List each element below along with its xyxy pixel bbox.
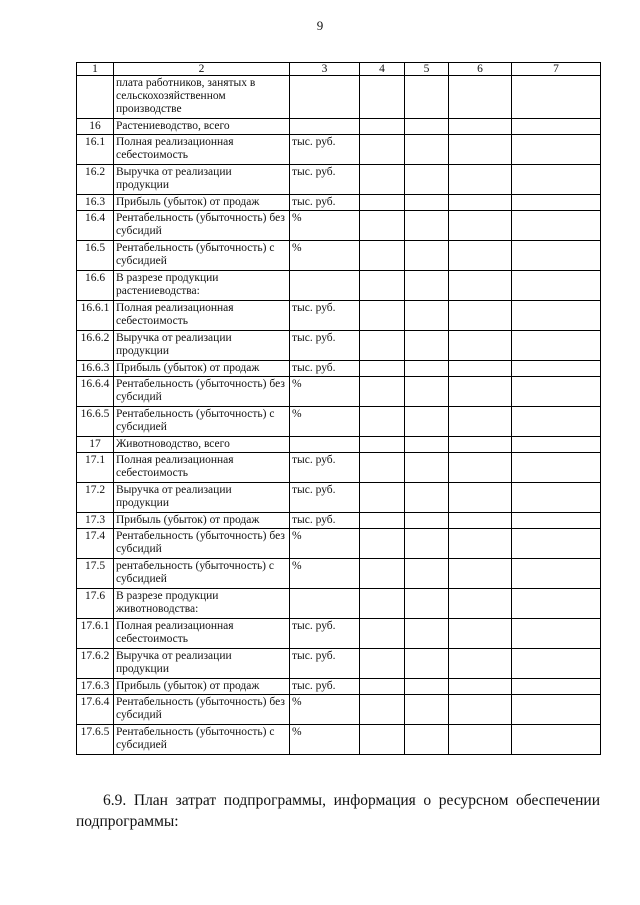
row-name: рентабельность (убыточность) с субсидией — [114, 559, 290, 589]
empty-cell — [449, 559, 512, 589]
row-unit: тыс. руб. — [290, 679, 360, 695]
empty-cell — [360, 241, 405, 271]
empty-cell — [512, 211, 601, 241]
empty-cell — [405, 331, 449, 361]
empty-cell — [405, 437, 449, 453]
row-number: 17.6.1 — [77, 619, 114, 649]
empty-cell — [512, 529, 601, 559]
row-unit — [290, 589, 360, 619]
row-unit — [290, 271, 360, 301]
empty-cell — [449, 407, 512, 437]
empty-cell — [449, 211, 512, 241]
empty-cell — [405, 119, 449, 135]
row-name: Животноводство, всего — [114, 437, 290, 453]
table-row — [77, 453, 601, 483]
row-unit: тыс. руб. — [290, 135, 360, 165]
table-row — [77, 211, 601, 241]
header-cell: 6 — [449, 63, 512, 76]
empty-cell — [449, 649, 512, 679]
row-unit: % — [290, 559, 360, 589]
empty-cell — [449, 76, 512, 119]
row-number — [77, 76, 114, 119]
empty-cell — [512, 241, 601, 271]
table-row — [77, 195, 601, 211]
header-cell: 1 — [77, 63, 114, 76]
empty-cell — [512, 361, 601, 377]
row-name: Рентабельность (убыточность) без субсидий — [114, 211, 290, 241]
empty-cell — [449, 241, 512, 271]
row-name: Рентабельность (убыточность) с субсидией — [114, 725, 290, 755]
header-cell: 3 — [290, 63, 360, 76]
row-unit: % — [290, 377, 360, 407]
row-number: 16.5 — [77, 241, 114, 271]
table-row — [77, 361, 601, 377]
empty-cell — [405, 619, 449, 649]
row-name: Полная реализационная себестоимость — [114, 619, 290, 649]
empty-cell — [449, 361, 512, 377]
empty-cell — [360, 407, 405, 437]
empty-cell — [449, 513, 512, 529]
empty-cell — [512, 76, 601, 119]
empty-cell — [360, 649, 405, 679]
empty-cell — [405, 483, 449, 513]
table-row — [77, 513, 601, 529]
row-name: В разрезе продукции растениеводства: — [114, 271, 290, 301]
table-row — [77, 301, 601, 331]
header-cell: 4 — [360, 63, 405, 76]
empty-cell — [512, 135, 601, 165]
row-unit — [290, 119, 360, 135]
empty-cell — [405, 589, 449, 619]
row-number: 16.6.4 — [77, 377, 114, 407]
row-name: плата работников, занятых в сельскохозяйственном производстве — [114, 76, 290, 119]
empty-cell — [405, 453, 449, 483]
row-unit: % — [290, 241, 360, 271]
row-name: Полная реализационная себестоимость — [114, 135, 290, 165]
empty-cell — [360, 195, 405, 211]
empty-cell — [360, 589, 405, 619]
empty-cell — [405, 377, 449, 407]
empty-cell — [512, 513, 601, 529]
empty-cell — [512, 559, 601, 589]
row-name: Выручка от реализации продукции — [114, 165, 290, 195]
empty-cell — [405, 195, 449, 211]
empty-cell — [405, 241, 449, 271]
row-name: Рентабельность (убыточность) без субсидий — [114, 377, 290, 407]
row-unit: тыс. руб. — [290, 195, 360, 211]
row-number: 17.6.2 — [77, 649, 114, 679]
row-number: 16.3 — [77, 195, 114, 211]
row-name: Прибыль (убыток) от продаж — [114, 679, 290, 695]
row-name: Полная реализационная себестоимость — [114, 301, 290, 331]
empty-cell — [405, 649, 449, 679]
row-number: 16.6.3 — [77, 361, 114, 377]
empty-cell — [360, 331, 405, 361]
row-unit: тыс. руб. — [290, 361, 360, 377]
empty-cell — [360, 679, 405, 695]
empty-cell — [449, 437, 512, 453]
empty-cell — [405, 301, 449, 331]
row-unit — [290, 76, 360, 119]
table-row — [77, 483, 601, 513]
empty-cell — [512, 483, 601, 513]
empty-cell — [512, 725, 601, 755]
row-number: 17.6.3 — [77, 679, 114, 695]
empty-cell — [360, 437, 405, 453]
row-unit — [290, 437, 360, 453]
empty-cell — [405, 695, 449, 725]
empty-cell — [360, 211, 405, 241]
table-row — [77, 377, 601, 407]
table-row — [77, 725, 601, 755]
empty-cell — [512, 695, 601, 725]
empty-cell — [405, 559, 449, 589]
empty-cell — [360, 165, 405, 195]
row-number: 16 — [77, 119, 114, 135]
row-name: Рентабельность (убыточность) без субсидий — [114, 695, 290, 725]
row-name: Выручка от реализации продукции — [114, 483, 290, 513]
empty-cell — [360, 619, 405, 649]
empty-cell — [449, 619, 512, 649]
table-row — [77, 589, 601, 619]
empty-cell — [405, 529, 449, 559]
empty-cell — [360, 559, 405, 589]
row-unit: % — [290, 407, 360, 437]
empty-cell — [405, 211, 449, 241]
empty-cell — [449, 377, 512, 407]
row-unit: тыс. руб. — [290, 649, 360, 679]
empty-cell — [512, 619, 601, 649]
table-row — [77, 135, 601, 165]
empty-cell — [449, 165, 512, 195]
table-row — [77, 271, 601, 301]
row-unit: тыс. руб. — [290, 513, 360, 529]
table-row — [77, 437, 601, 453]
empty-cell — [512, 301, 601, 331]
empty-cell — [360, 513, 405, 529]
table-row — [77, 679, 601, 695]
row-name: Полная реализационная себестоимость — [114, 453, 290, 483]
empty-cell — [449, 119, 512, 135]
row-name: Прибыль (убыток) от продаж — [114, 513, 290, 529]
row-name: Растениеводство, всего — [114, 119, 290, 135]
row-number: 16.4 — [77, 211, 114, 241]
empty-cell — [449, 589, 512, 619]
empty-cell — [512, 119, 601, 135]
empty-cell — [360, 725, 405, 755]
empty-cell — [512, 271, 601, 301]
table-row — [77, 241, 601, 271]
row-number: 17.6.5 — [77, 725, 114, 755]
row-name: Прибыль (убыток) от продаж — [114, 195, 290, 211]
row-number: 16.6 — [77, 271, 114, 301]
empty-cell — [405, 361, 449, 377]
empty-cell — [405, 407, 449, 437]
row-number: 16.6.2 — [77, 331, 114, 361]
indicators-table — [76, 62, 601, 755]
empty-cell — [405, 513, 449, 529]
table-row — [77, 76, 601, 119]
empty-cell — [449, 301, 512, 331]
empty-cell — [449, 453, 512, 483]
row-number: 17.2 — [77, 483, 114, 513]
empty-cell — [405, 679, 449, 695]
empty-cell — [449, 679, 512, 695]
row-number: 17.3 — [77, 513, 114, 529]
empty-cell — [405, 725, 449, 755]
empty-cell — [360, 76, 405, 119]
row-number: 16.6.5 — [77, 407, 114, 437]
header-cell: 2 — [114, 63, 290, 76]
row-unit: % — [290, 211, 360, 241]
row-name: В разрезе продукции животноводства: — [114, 589, 290, 619]
empty-cell — [512, 407, 601, 437]
empty-cell — [512, 165, 601, 195]
empty-cell — [449, 195, 512, 211]
empty-cell — [449, 271, 512, 301]
row-unit: % — [290, 725, 360, 755]
empty-cell — [512, 195, 601, 211]
empty-cell — [449, 331, 512, 361]
row-number: 16.1 — [77, 135, 114, 165]
empty-cell — [360, 301, 405, 331]
empty-cell — [449, 695, 512, 725]
header-cell: 5 — [405, 63, 449, 76]
empty-cell — [360, 361, 405, 377]
empty-cell — [360, 135, 405, 165]
row-unit: тыс. руб. — [290, 165, 360, 195]
row-name: Выручка от реализации продукции — [114, 649, 290, 679]
empty-cell — [512, 377, 601, 407]
empty-cell — [512, 679, 601, 695]
empty-cell — [360, 529, 405, 559]
empty-cell — [360, 119, 405, 135]
empty-cell — [449, 725, 512, 755]
row-unit: тыс. руб. — [290, 619, 360, 649]
row-number: 16.6.1 — [77, 301, 114, 331]
row-unit: % — [290, 695, 360, 725]
table-row — [77, 619, 601, 649]
empty-cell — [360, 271, 405, 301]
table-row — [77, 165, 601, 195]
row-name: Рентабельность (убыточность) с субсидией — [114, 241, 290, 271]
empty-cell — [405, 271, 449, 301]
empty-cell — [405, 76, 449, 119]
empty-cell — [360, 377, 405, 407]
table-row — [77, 529, 601, 559]
row-name: Прибыль (убыток) от продаж — [114, 361, 290, 377]
row-number: 17.6 — [77, 589, 114, 619]
row-number: 16.2 — [77, 165, 114, 195]
row-number: 17.5 — [77, 559, 114, 589]
row-name: Выручка от реализации продукции — [114, 331, 290, 361]
row-name: Рентабельность (убыточность) без субсидий — [114, 529, 290, 559]
row-unit: тыс. руб. — [290, 453, 360, 483]
empty-cell — [512, 437, 601, 453]
table-header-row — [77, 63, 601, 76]
table-row — [77, 331, 601, 361]
row-number: 17 — [77, 437, 114, 453]
empty-cell — [360, 453, 405, 483]
page-number: 9 — [316, 18, 324, 33]
table-row — [77, 119, 601, 135]
empty-cell — [405, 135, 449, 165]
empty-cell — [449, 483, 512, 513]
row-unit: % — [290, 529, 360, 559]
row-number: 17.1 — [77, 453, 114, 483]
empty-cell — [405, 165, 449, 195]
header-cell: 7 — [512, 63, 601, 76]
row-name: Рентабельность (убыточность) с субсидией — [114, 407, 290, 437]
empty-cell — [449, 529, 512, 559]
row-number: 17.4 — [77, 529, 114, 559]
empty-cell — [512, 331, 601, 361]
empty-cell — [449, 135, 512, 165]
section-paragraph: 6.9. План затрат подпрограммы, информация о ресурсном обеспечении подпрограммы: — [76, 791, 600, 830]
table-row — [77, 649, 601, 679]
table-row — [77, 407, 601, 437]
row-unit: тыс. руб. — [290, 483, 360, 513]
row-unit: тыс. руб. — [290, 331, 360, 361]
row-number: 17.6.4 — [77, 695, 114, 725]
empty-cell — [512, 453, 601, 483]
table-row — [77, 695, 601, 725]
empty-cell — [360, 483, 405, 513]
empty-cell — [512, 649, 601, 679]
row-unit: тыс. руб. — [290, 301, 360, 331]
empty-cell — [512, 589, 601, 619]
empty-cell — [360, 695, 405, 725]
table-row — [77, 559, 601, 589]
